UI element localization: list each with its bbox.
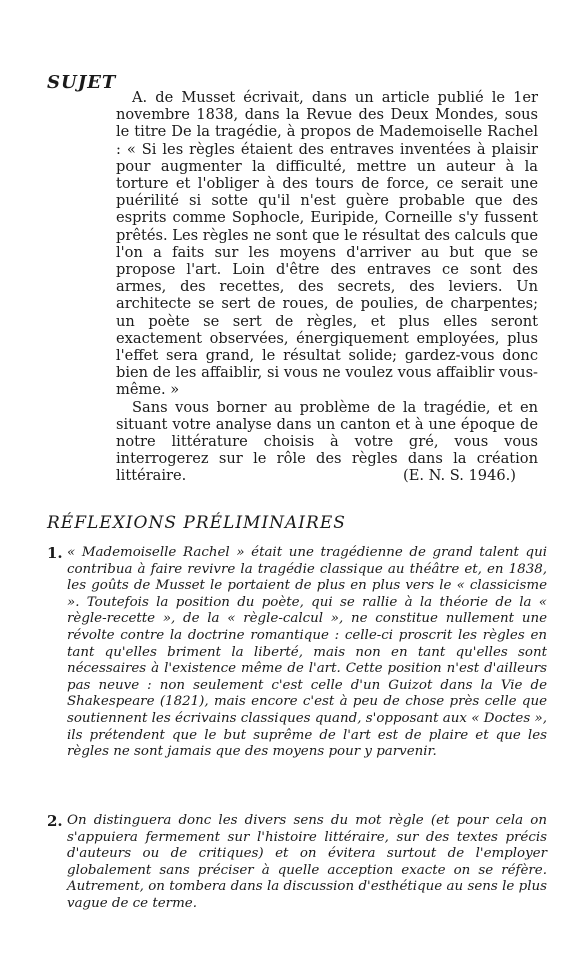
sujet-instruction-text: Sans vous borner au problème de la tragédie, et en situant votre analyse dans un canton et à une époque de notre littérature choisis à votre gré, vous vous interrogerez sur le rôle des règles dans la création littéraire. <box>116 398 538 485</box>
sujet-quote-paragraph: A. de Musset écrivait, dans un article publié le 1er novembre 1838, dans la Revue des Deux Mondes, sous le titre De la tragédie, à propos de Mademoiselle Rachel : « Si les règles étaient des entraves inventées à plaisir pour augmenter la difficulté, mettre un auteur à la torture et l'obliger à des tours de force, ce serait une puérilité si sotte qu'il n'est guère probable que des esprits comme Sophocle, Euripide, Corneille s'y fussent prêtés. Les règles ne sont que le résultat des calculs que l'on a faits sur les moyens d'arriver au but que se propose l'art. Loin d'être des entraves ce sont des armes, des recettes, des secrets, des leviers. Un architecte se sert de roues, de poulies, de charpentes; un poète se sert de règles, et plus elles seront exactement observées, énergiquement employées, plus l'effet sera grand, le résultat solide; gardez-vous donc bien de les affaiblir, si vous ne voulez vous affaiblir vous-même. » <box>116 89 538 399</box>
sujet-body <box>116 89 538 485</box>
reflexion-item-text: « Mademoiselle Rachel » était une tragédienne de grand talent qui contribua à faire revivre la tragédie classique au théâtre et, en 1838, les goûts de Musset le portaient de plus en plus vers le « classicisme ». Toutefois la position du poète, qui se rallie à la théorie de la « règle-recette », de la « règle-calcul », ne constitue nullement une révolte contre la doctrine romantique : celle-ci proscrit les règles en tant qu'elles briment la liberté, mais non en tant qu'elles sont nécessaires à l'existence même de l'art. Cette position n'est d'ailleurs pas neuve : non seulement c'est celle d'un Guizot dans la Vie de Shakespeare (1821), mais encore c'est à peu de chose près celle que soutiennent les écrivains classiques quand, s'opposant aux « Doctes », ils prétendent que le but suprême de l'art est de plaire et que les règles ne sont jamais que des moyens pour y parvenir. <box>67 545 547 760</box>
reflexions-heading: RÉFLEXIONS PRÉLIMINAIRES <box>47 513 346 533</box>
reflexion-item <box>47 545 547 761</box>
reflexion-item <box>47 813 547 913</box>
reflexion-item-number: 2. <box>47 812 63 830</box>
sujet-source: (E. N. S. 1946.) <box>403 467 516 485</box>
sujet-heading: SUJET <box>47 72 117 93</box>
reflexion-item-number: 1. <box>47 544 63 562</box>
reflexion-item-text: On distinguera donc les divers sens du mot règle (et pour cela on s'appuiera fermement sur l'histoire littéraire, sur des textes précis d'auteurs ou de critiques) et on évitera surtout de l'employer globalement sans préciser à quelle acception exacte on se réfère. Autrement, on tombera dans la discussion d'esthétique au sens le plus vague de ce terme. <box>67 813 547 911</box>
